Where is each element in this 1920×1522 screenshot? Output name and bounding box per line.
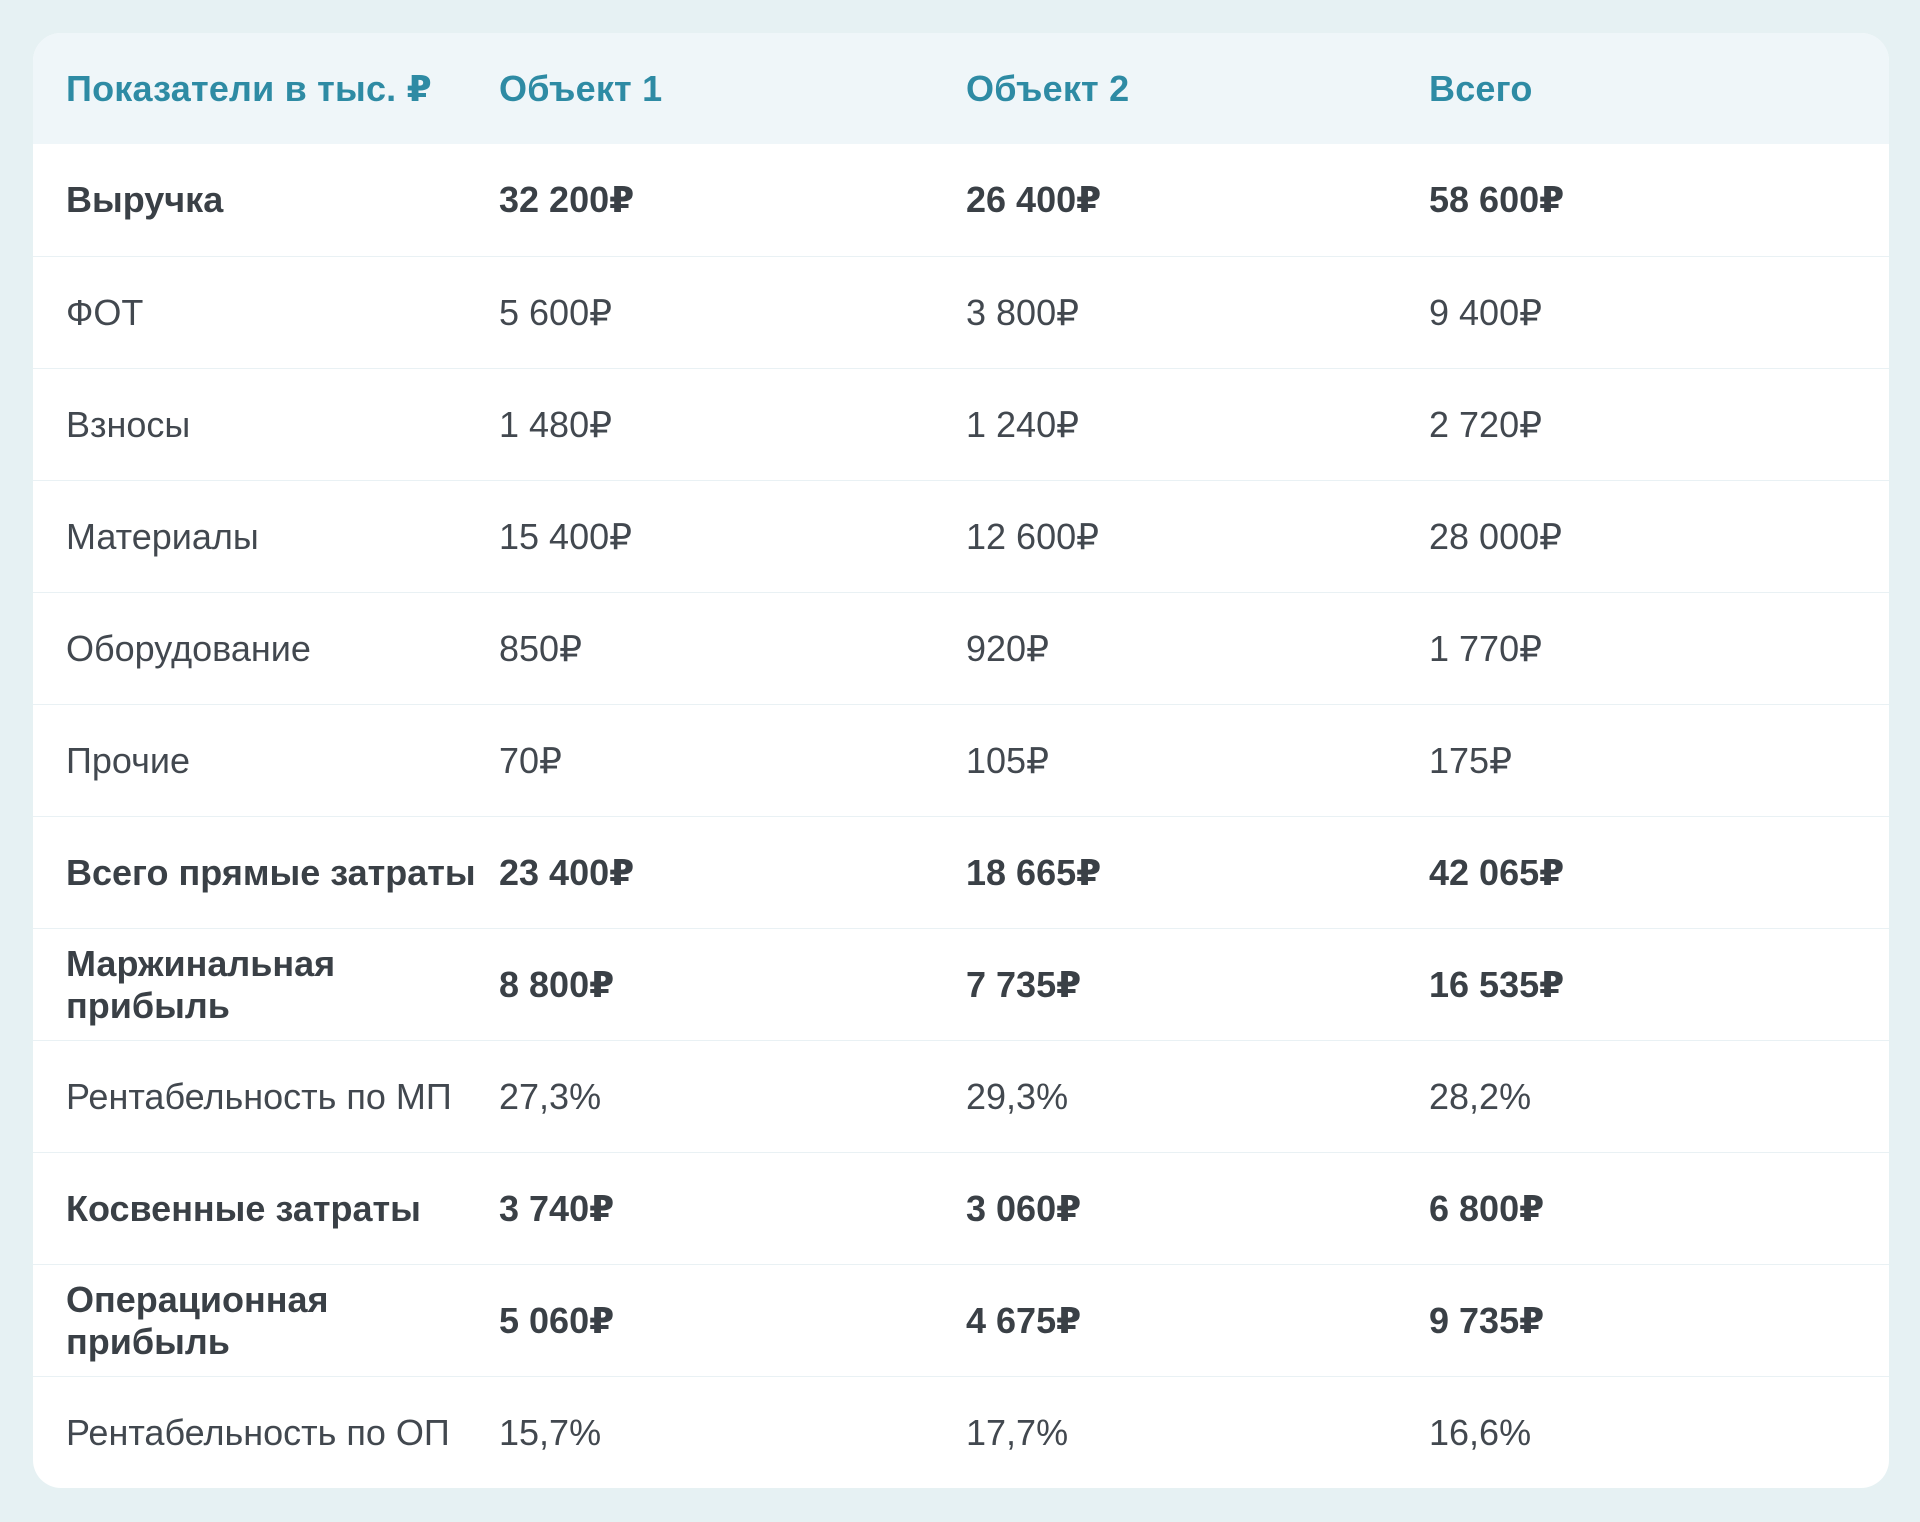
table-card [33, 33, 1889, 1488]
column-header-object-2: Объект 2 [966, 33, 1429, 144]
row-value-total: 1 770₽ [1429, 593, 1889, 705]
row-value-obj1: 850₽ [499, 593, 966, 705]
row-label: Всего прямые затраты [33, 817, 499, 929]
column-header-object-1: Объект 1 [499, 33, 966, 144]
row-value-obj2: 3 060₽ [966, 1153, 1429, 1265]
row-value-obj1: 15,7% [499, 1377, 966, 1489]
row-value-total: 28,2% [1429, 1041, 1889, 1153]
row-value-obj1: 23 400₽ [499, 817, 966, 929]
column-header-total: Всего [1429, 33, 1889, 144]
row-value-obj2: 105₽ [966, 705, 1429, 817]
row-value-obj2: 3 800₽ [966, 257, 1429, 369]
row-value-total: 9 400₽ [1429, 257, 1889, 369]
row-label: Оборудование [33, 593, 499, 705]
table-row-mp-margin [33, 1041, 1889, 1153]
table-row-operating-profit [33, 1265, 1889, 1377]
row-label: Выручка [66, 179, 224, 220]
row-label: Материалы [33, 481, 499, 593]
row-value-obj2: 17,7% [966, 1377, 1429, 1489]
row-label: Маржинальная прибыль [33, 929, 499, 1041]
table-row-materials [33, 481, 1889, 593]
table-row-marginal-profit [33, 929, 1889, 1041]
row-value-total: 6 800₽ [1429, 1153, 1889, 1265]
row-value-total: 2 720₽ [1429, 369, 1889, 481]
row-label: Прочие [33, 705, 499, 817]
row-value-obj1: 5 600₽ [499, 257, 966, 369]
table-row-other [33, 705, 1889, 817]
column-header-indicators: Показатели в тыс. ₽ [33, 33, 499, 144]
row-value-obj2: 18 665₽ [966, 817, 1429, 929]
row-value-obj2: 1 240₽ [966, 369, 1429, 481]
table-row-total-direct-costs [33, 817, 1889, 929]
row-value-total: 16 535₽ [1429, 929, 1889, 1041]
row-value-obj2: 26 400₽ [966, 179, 1102, 220]
table-row-payroll [33, 257, 1889, 369]
row-label: Косвенные затраты [33, 1153, 499, 1265]
table-row-op-margin [33, 1377, 1889, 1489]
row-value-obj1: 8 800₽ [499, 929, 966, 1041]
row-value-obj1: 1 480₽ [499, 369, 966, 481]
row-value-obj2: 12 600₽ [966, 481, 1429, 593]
financial-indicators-table [33, 33, 1889, 1488]
row-value-obj2: 4 675₽ [966, 1265, 1429, 1377]
table-row-equipment [33, 593, 1889, 705]
row-value-obj1: 32 200₽ [499, 179, 635, 220]
row-value-obj1: 27,3% [499, 1041, 966, 1153]
table-row-indirect-costs [33, 1153, 1889, 1265]
table-row-contributions [33, 369, 1889, 481]
row-value-obj2: 920₽ [966, 593, 1429, 705]
row-value-total: 16,6% [1429, 1377, 1889, 1489]
row-value-obj2: 29,3% [966, 1041, 1429, 1153]
row-label: Взносы [33, 369, 499, 481]
row-value-total: 58 600₽ [1429, 179, 1565, 220]
row-value-obj1: 5 060₽ [499, 1265, 966, 1377]
row-value-total: 9 735₽ [1429, 1265, 1889, 1377]
table-row-revenue [33, 144, 1889, 257]
row-value-total: 42 065₽ [1429, 817, 1889, 929]
row-value-obj1: 70₽ [499, 705, 966, 817]
row-label: ФОТ [33, 257, 499, 369]
row-value-obj1: 3 740₽ [499, 1153, 966, 1265]
row-label: Рентабельность по ОП [33, 1377, 499, 1489]
row-label: Операционная прибыль [33, 1265, 499, 1377]
row-label: Рентабельность по МП [33, 1041, 499, 1153]
row-value-total: 28 000₽ [1429, 481, 1889, 593]
row-value-total: 175₽ [1429, 705, 1889, 817]
row-value-obj2: 7 735₽ [966, 929, 1429, 1041]
header-row [33, 33, 1889, 144]
row-value-obj1: 15 400₽ [499, 481, 966, 593]
